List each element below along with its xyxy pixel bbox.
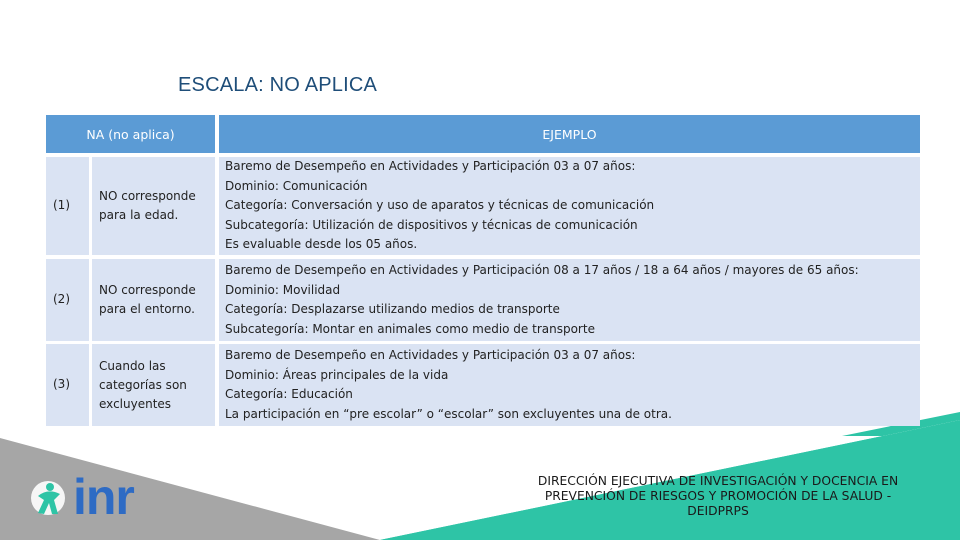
row-description: Cuando las categorías son excluyentes: [92, 344, 215, 426]
row-example: Baremo de Desempeño en Actividades y Participación 03 a 07 años: Dominio: Comunicación Categoría: Conversación y uso de aparatos y técnicas de comunicación Subcategoría: Utilización de dispositivos y técnicas de comunicación Es evaluable desde los 05 años.: [219, 157, 920, 255]
row-description: NO corresponde para el entorno.: [92, 259, 215, 341]
inr-logo: inr: [73, 469, 134, 525]
row-description: NO corresponde para la edad.: [92, 157, 215, 255]
table-row: [46, 259, 920, 341]
row-example: Baremo de Desempeño en Actividades y Participación 08 a 17 años / 18 a 64 años / mayores de 65 años: Dominio: Movilidad Categoría: Desplazarse utilizando medios de transporte Subcategoría: Montar en animales como medio de transporte: [219, 259, 920, 341]
header-na: NA (no aplica): [46, 115, 215, 153]
table-row: [46, 157, 920, 255]
person-figure-icon: [31, 481, 65, 515]
slide-title: ESCALA: NO APLICA: [178, 74, 378, 96]
table-row: [46, 344, 920, 426]
footer-institution: DIRECCIÓN EJECUTIVA DE INVESTIGACIÓN Y DOCENCIA EN PREVENCIÓN DE RIESGOS Y PROMOCIÓN DE LA SALUD - DEIDPRPS: [537, 474, 899, 518]
row-number: (3): [46, 344, 89, 426]
row-number: (2): [46, 259, 89, 341]
row-example: Baremo de Desempeño en Actividades y Participación 03 a 07 años: Dominio: Áreas principales de la vida Categoría: Educación La participación en “pre escolar” o “escolar” son excluyentes una de otra.: [219, 344, 920, 426]
header-example: EJEMPLO: [219, 115, 920, 153]
row-number: (1): [46, 157, 89, 255]
